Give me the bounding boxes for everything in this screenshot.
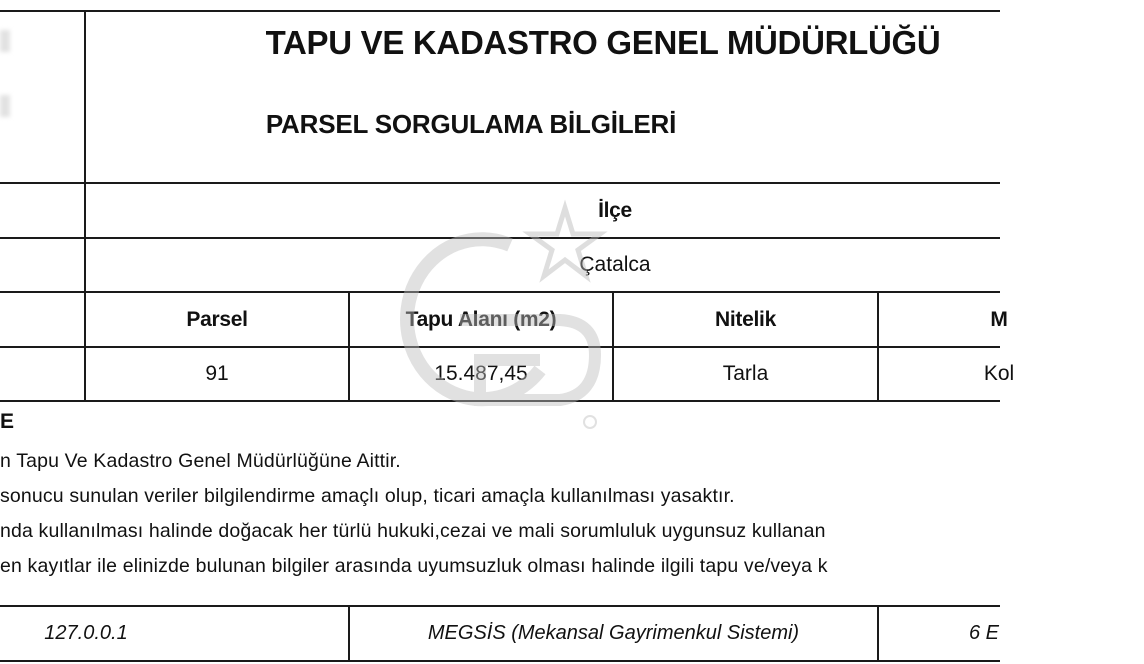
column-header-m: M bbox=[990, 307, 1008, 331]
table-border-row-bottom bbox=[0, 400, 1000, 402]
left-edge-mark bbox=[0, 30, 10, 52]
note-line: en kayıtlar ile elinizde bulunan bilgiler arasında uyumsuzluk olması halinde ilgili tapu ve/veya k bbox=[0, 555, 828, 577]
note-line: sonucu sunulan veriler bilgilendirme amaçlı olup, ticari amaçla kullanılması yasaktır. bbox=[0, 485, 735, 507]
table-border-top bbox=[0, 10, 1000, 12]
column-header-parsel: Parsel bbox=[186, 307, 248, 331]
cell-tapu-alani: 15.487,45 bbox=[434, 362, 528, 385]
cell-m: Kol bbox=[983, 362, 1015, 385]
cell-parsel: 91 bbox=[205, 362, 229, 385]
left-edge-mark bbox=[0, 95, 10, 117]
column-header-nitelik: Nitelik bbox=[715, 307, 776, 331]
footer-ip: 127.0.0.1 bbox=[44, 622, 128, 644]
cell-nitelik: Tarla bbox=[722, 362, 769, 385]
page-title: TAPU VE KADASTRO GENEL MÜDÜRLÜĞÜ bbox=[265, 24, 941, 61]
footer-date: 6 E bbox=[969, 622, 1000, 644]
footer-system: MEGSİS (Mekansal Gayrimenkul Sistemi) bbox=[427, 622, 800, 644]
note-line: nda kullanılması halinde doğacak her türlü hukuki,cezai ve mali sorumluluk uygunsuz kullanan bbox=[0, 520, 826, 542]
note-line: n Tapu Ve Kadastro Genel Müdürlüğüne Aittir. bbox=[0, 450, 401, 472]
footer-border-bottom bbox=[0, 660, 1000, 662]
district-value: Çatalca bbox=[579, 253, 651, 276]
district-label: İlçe bbox=[598, 198, 632, 222]
notes-title: E bbox=[0, 410, 15, 433]
column-header-tapu-alani: Tapu Alanı (m2) bbox=[405, 307, 557, 331]
page-subtitle: PARSEL SORGULAMA BİLGİLERİ bbox=[265, 108, 677, 139]
